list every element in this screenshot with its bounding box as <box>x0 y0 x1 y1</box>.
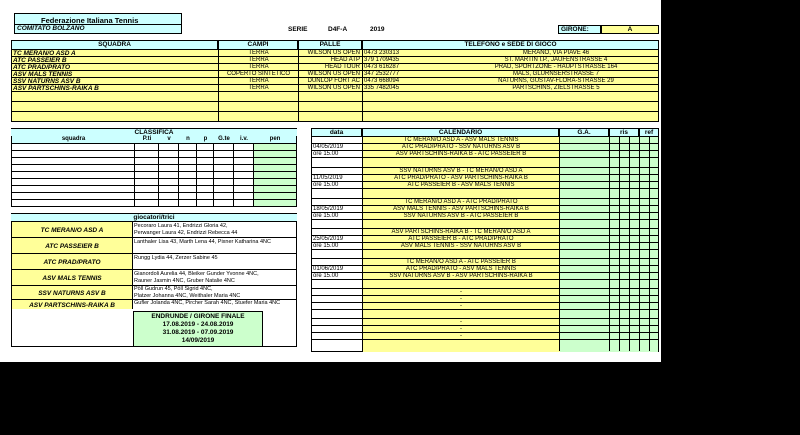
players-row[interactable]: SSV NATURNS ASV B Pöll Gudrun 45, Pöll Sigrid 4NC, Platzer Johanna 4NC, Weithaler Maria 4NC <box>12 286 296 300</box>
title-box <box>14 13 182 25</box>
year-value: 2019 <box>370 26 385 33</box>
standings-row[interactable] <box>12 179 296 186</box>
team-court: TERRA <box>248 57 269 63</box>
team-venue: PARTSCHINS, ZIELSTRASSE 5 <box>512 85 600 91</box>
final-dates-2: 31.08.2019 - 07.09.2019 <box>162 329 234 336</box>
series-label: SERIE <box>288 26 308 33</box>
col-squadra-header: SQUADRA <box>11 40 218 50</box>
match-row[interactable]: ore 15.00 ASV PARTSCHINS-RAIKA B - ATC PASSEIER B <box>312 151 658 158</box>
standings-table <box>11 128 297 207</box>
match-row[interactable]: - <box>312 326 658 333</box>
standings-row[interactable] <box>12 165 296 172</box>
cal-col-data: data <box>311 128 362 137</box>
team-venue: MERANO, VIA PIAVE 46 <box>522 50 590 56</box>
team-venue: ST. MARTIN I.P., JAUFENSTRASSE 4 <box>504 57 608 63</box>
team-balls: WILSON US OPEN <box>307 50 360 56</box>
team-phone: 0473 668094 <box>364 78 400 84</box>
team-balls: HEAD ATP <box>330 57 360 63</box>
team-row[interactable] <box>12 57 658 64</box>
players-row[interactable]: TC MERAN/O ASD A Pecoraro Laura 41, Endrizzi Gloria 42, Perwanger Laura 42, Endrizzi Rebecca 44 <box>12 222 296 238</box>
team-venue: PRAD, SPORTZONE - HAUPTSTRASSE 164 <box>494 64 618 70</box>
team-balls: WILSON US OPEN <box>307 85 360 91</box>
standings-row[interactable] <box>12 144 296 151</box>
team-row[interactable] <box>12 85 658 92</box>
calendar-body <box>311 137 659 352</box>
cal-col-ris: ris <box>609 128 639 137</box>
committee-label: COMITATO BOLZANO <box>17 25 85 32</box>
match-row[interactable]: - <box>312 289 658 296</box>
standings-header-row: squadra P.ti v n p G.te i.v. pen <box>12 136 296 144</box>
match-row[interactable]: 04/05/2019 ATC PRAD/PRATO - SSV NATURNS ASV B <box>312 144 658 151</box>
cal-col-ga: G.A. <box>559 128 609 137</box>
match-row[interactable]: - <box>312 303 658 310</box>
match-row[interactable]: ore 15.00 ATC PASSEIER B - ASV MALS TENNIS <box>312 182 658 189</box>
players-row[interactable]: ATC PRAD/PRATO Rungg Lydia 44, Zerzer Sabine 45 <box>12 254 296 270</box>
match-row[interactable]: TC MERAN/O ASD A - ASV MALS TENNIS <box>312 137 658 144</box>
team-phone: 347 2532777 <box>364 71 400 77</box>
team-row[interactable] <box>12 78 658 85</box>
team-row[interactable] <box>12 71 658 78</box>
match-row[interactable]: 25/05/2019 ATC PASSEIER B - ATC PRAD/PRATO <box>312 236 658 243</box>
final-dates-1: 17.08.2019 - 24.08.2019 <box>162 321 234 328</box>
committee-box <box>14 25 182 34</box>
match-row[interactable]: ASV PARTSCHINS-RAIKA B - TC MERAN/O ASD A <box>312 229 658 236</box>
team-row[interactable] <box>12 64 658 71</box>
standings-row[interactable] <box>12 193 296 200</box>
team-venue: NATURNS, GUSTAV-FLORA-STRASSE 29 <box>498 78 614 84</box>
team-name: ASV PARTSCHINS-RAIKA B <box>13 85 99 92</box>
players-row[interactable]: ASV PARTSCHINS-RAIKA B Gufler Jolanda 4NC, Pircher Sarah 4NC, Stuefer Maria 4NC <box>29 300 281 309</box>
team-balls: HEAD TOUR <box>324 64 360 70</box>
team-phone: 0473 230313 <box>364 50 400 56</box>
cal-col-calendario: CALENDARIO <box>362 128 559 137</box>
players-row[interactable]: ATC PASSEIER B Lanthaler Lisa 43, Marth Lena 44, Pixner Katharina 4NC <box>12 238 296 254</box>
team-name: ATC PASSEIER B <box>13 57 67 64</box>
match-row[interactable]: TC MERAN/O ASD A - ATC PASSEIER B <box>312 259 658 266</box>
standings-title: CLASSIFICA <box>11 128 297 137</box>
team-court: TERRA <box>248 50 269 56</box>
match-row[interactable]: 11/05/2019 ATC PRAD/PRATO - ASV PARTSCHINS-RAIKA B <box>312 175 658 182</box>
final-title: ENDRUNDE / GIRONE FINALE <box>151 313 245 320</box>
team-balls: DUNLOP FORT AC <box>307 78 360 84</box>
team-name: SSV NATURNS ASV B <box>13 78 81 85</box>
team-court: TERRA <box>248 85 269 91</box>
standings-row[interactable] <box>12 158 296 165</box>
players-row[interactable]: ASV MALS TENNIS Gianordoli Aurelia 44, Bleiker Gunder Yvonne 4NC, Rauner Jasmin 4NC, Gruber Natalie 4NC <box>12 270 296 286</box>
girone-label: GIRONE: <box>558 25 601 34</box>
match-row[interactable]: 01/06/2019 ATC PRAD/PRATO - ASV MALS TENNIS <box>312 266 658 273</box>
match-row[interactable]: SSV NATURNS ASV B - TC MERAN/O ASD A <box>312 168 658 175</box>
calendar-table <box>311 128 659 352</box>
series-value: D4F-A <box>328 26 348 33</box>
team-name: ASV MALS TENNIS <box>13 71 73 78</box>
empty-row <box>12 102 658 112</box>
standings-row[interactable] <box>12 172 296 179</box>
standings-row[interactable] <box>12 186 296 193</box>
team-phone: 0473 616287 <box>364 64 400 70</box>
col-palle-header: PALLE <box>298 40 362 50</box>
players-title: giocatori/trici <box>11 213 297 222</box>
match-row[interactable]: ore 15.00 SSV NATURNS ASV B - ASV PARTSCHINS-RAIKA B <box>312 273 658 280</box>
empty-row <box>12 92 658 102</box>
standings-row[interactable] <box>12 151 296 158</box>
team-name: ATC PRAD/PRATO <box>13 64 71 71</box>
team-court: COPERTO SINTETICO <box>226 71 291 77</box>
col-telefono-header: TELEFONO e SEDE DI GIOCO <box>362 40 659 50</box>
players-body <box>12 222 296 309</box>
teams-table-body <box>11 50 659 122</box>
team-venue: MALS, GLURNSERSTRASSE 7 <box>512 71 600 77</box>
match-row[interactable]: - <box>312 296 658 303</box>
cal-col-ref: ref <box>639 128 659 137</box>
team-name: TC MERAN/O ASD A <box>13 50 76 57</box>
team-row[interactable] <box>12 50 658 57</box>
match-row[interactable]: ore 15.00 SSV NATURNS ASV B - ATC PASSEIER B <box>312 213 658 220</box>
team-phone: 335 7482045 <box>364 85 400 91</box>
team-court: TERRA <box>248 64 269 70</box>
match-row[interactable]: TC MERAN/O ASD A - ATC PRAD/PRATO <box>312 199 658 206</box>
final-dates-3: 14/09/2019 <box>181 337 215 344</box>
team-phone: 379 1709435 <box>364 57 400 63</box>
col-campi-header: CAMPI <box>218 40 298 50</box>
match-row[interactable]: 18/05/2019 ASV MALS TENNIS - ASV PARTSCHINS-RAIKA B <box>312 206 658 213</box>
team-court: TERRA <box>248 78 269 84</box>
match-row[interactable]: ore 15.00 ASV MALS TENNIS - SSV NATURNS ASV B <box>312 243 658 250</box>
players-table <box>11 213 297 347</box>
match-row[interactable]: - <box>312 319 658 326</box>
team-balls: WILSON US OPEN <box>307 71 360 77</box>
standings-body <box>12 144 296 206</box>
match-row[interactable]: - <box>312 333 658 340</box>
federation-title: Federazione Italiana Tennis <box>41 16 139 25</box>
final-dates-box <box>133 311 263 347</box>
girone-value: A <box>601 25 659 34</box>
